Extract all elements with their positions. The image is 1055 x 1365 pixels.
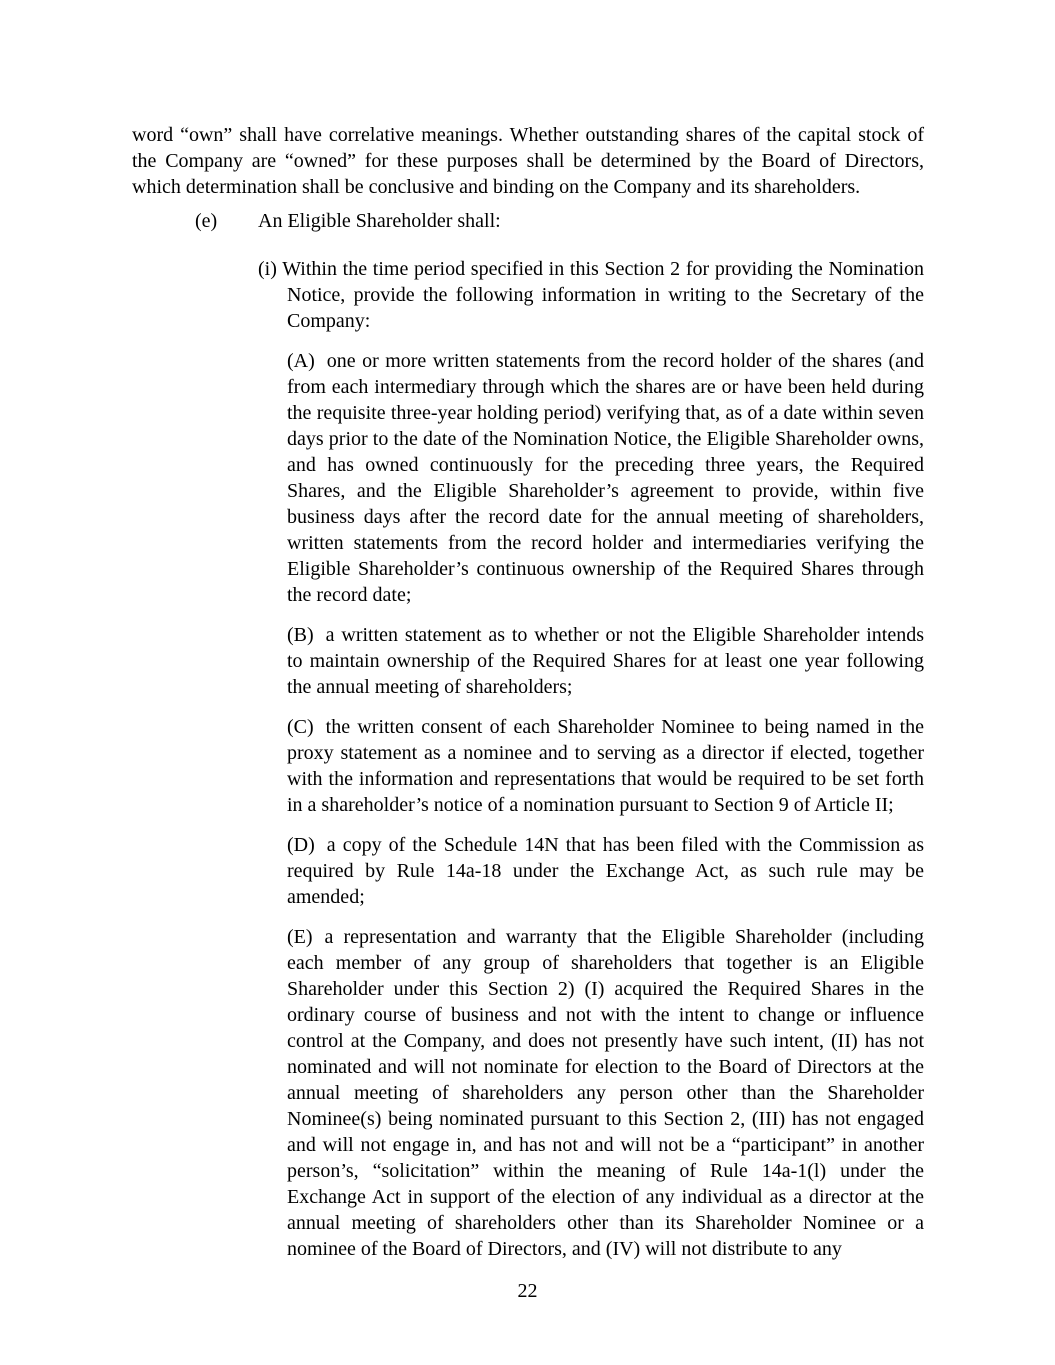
- item-E-text: a representation and warranty that the Eligible Shareholder (including each member of any group of shareholders that together is an Eligible Shareholder under this Section 2) (I) acquired the Required Shares in the ordinary course of business and not with the intent to change or influence control at the Company, and does not presently have such intent, (II) has not nominated and will not nominate for election to the Board of Directors at the annual meeting of shareholders any person other than the Shareholder Nominee(s) being nominated pursuant to this Section 2, (III) has not engaged and will not engage in, and has not and will not be a “participant” in another person’s, “solicitation” within the meaning of Rule 14a-1(l) under the Exchange Act in support of the election of any individual as a director at the annual meeting of shareholders other than its Shareholder Nominee or a nominee of the Board of Directors, and (IV) will not distribute to any: [287, 926, 924, 1260]
- item-i-label: (i): [258, 258, 277, 280]
- item-D-label: (D): [287, 834, 315, 856]
- item-i-text: Within the time period specified in this Section 2 for providing the Nomination Notice, provide the following information in writing to the Secretary of the Company:: [282, 258, 924, 332]
- paragraph-intro: word “own” shall have correlative meanings. Whether outstanding shares of the capital stock of the Company are “owned” for these purposes shall be determined by the Board of Directors, which determination shall be conclusive and binding on the Company and its shareholders.: [132, 124, 924, 198]
- item-B-text: a written statement as to whether or not the Eligible Shareholder intends to maintain ownership of the Required Shares for at least one year following the annual meeting of shareholders;: [287, 624, 924, 698]
- item-e-label: (e): [195, 210, 218, 232]
- paragraph-item-C: [287, 714, 924, 818]
- item-A-label: (A): [287, 350, 315, 372]
- item-D-text: a copy of the Schedule 14N that has been filed with the Commission as required by Rule 14a-18 under the Exchange Act, as such rule may be amended;: [287, 834, 924, 908]
- item-E-label: (E): [287, 926, 313, 948]
- page-number: 22: [517, 1280, 538, 1302]
- paragraph-item-E: [287, 924, 924, 1262]
- paragraph-item-e: [195, 208, 924, 234]
- document-page: [132, 122, 924, 1262]
- item-e-text: An Eligible Shareholder shall:: [258, 210, 501, 232]
- item-A-text: one or more written statements from the record holder of the shares (and from each intermediary through which the shares are or have been held during the requisite three-year holding period) verifying that, as of a date within seven days prior to the date of the Nomination Notice, the Eligible Shareholder owns, and has owned continuously for the preceding three years, the Required Shares, and the Eligible Shareholder’s agreement to provide, within five business days after the record date for the annual meeting of shareholders, written statements from the record holder and intermediaries verifying the Eligible Shareholder’s continuous ownership of the Required Shares through the record date;: [287, 350, 924, 606]
- paragraph-item-i: [258, 256, 924, 334]
- paragraph-item-D: [287, 832, 924, 910]
- item-C-text: the written consent of each Shareholder Nominee to being named in the proxy statement as a nominee and to serving as a director if elected, together with the information and representations that would be required to be set forth in a shareholder’s notice of a nomination pursuant to Section 9 of Article II;: [287, 716, 924, 816]
- paragraph-item-B: [287, 622, 924, 700]
- paragraph-item-A: [287, 348, 924, 608]
- item-B-label: (B): [287, 624, 314, 646]
- item-C-label: (C): [287, 716, 314, 738]
